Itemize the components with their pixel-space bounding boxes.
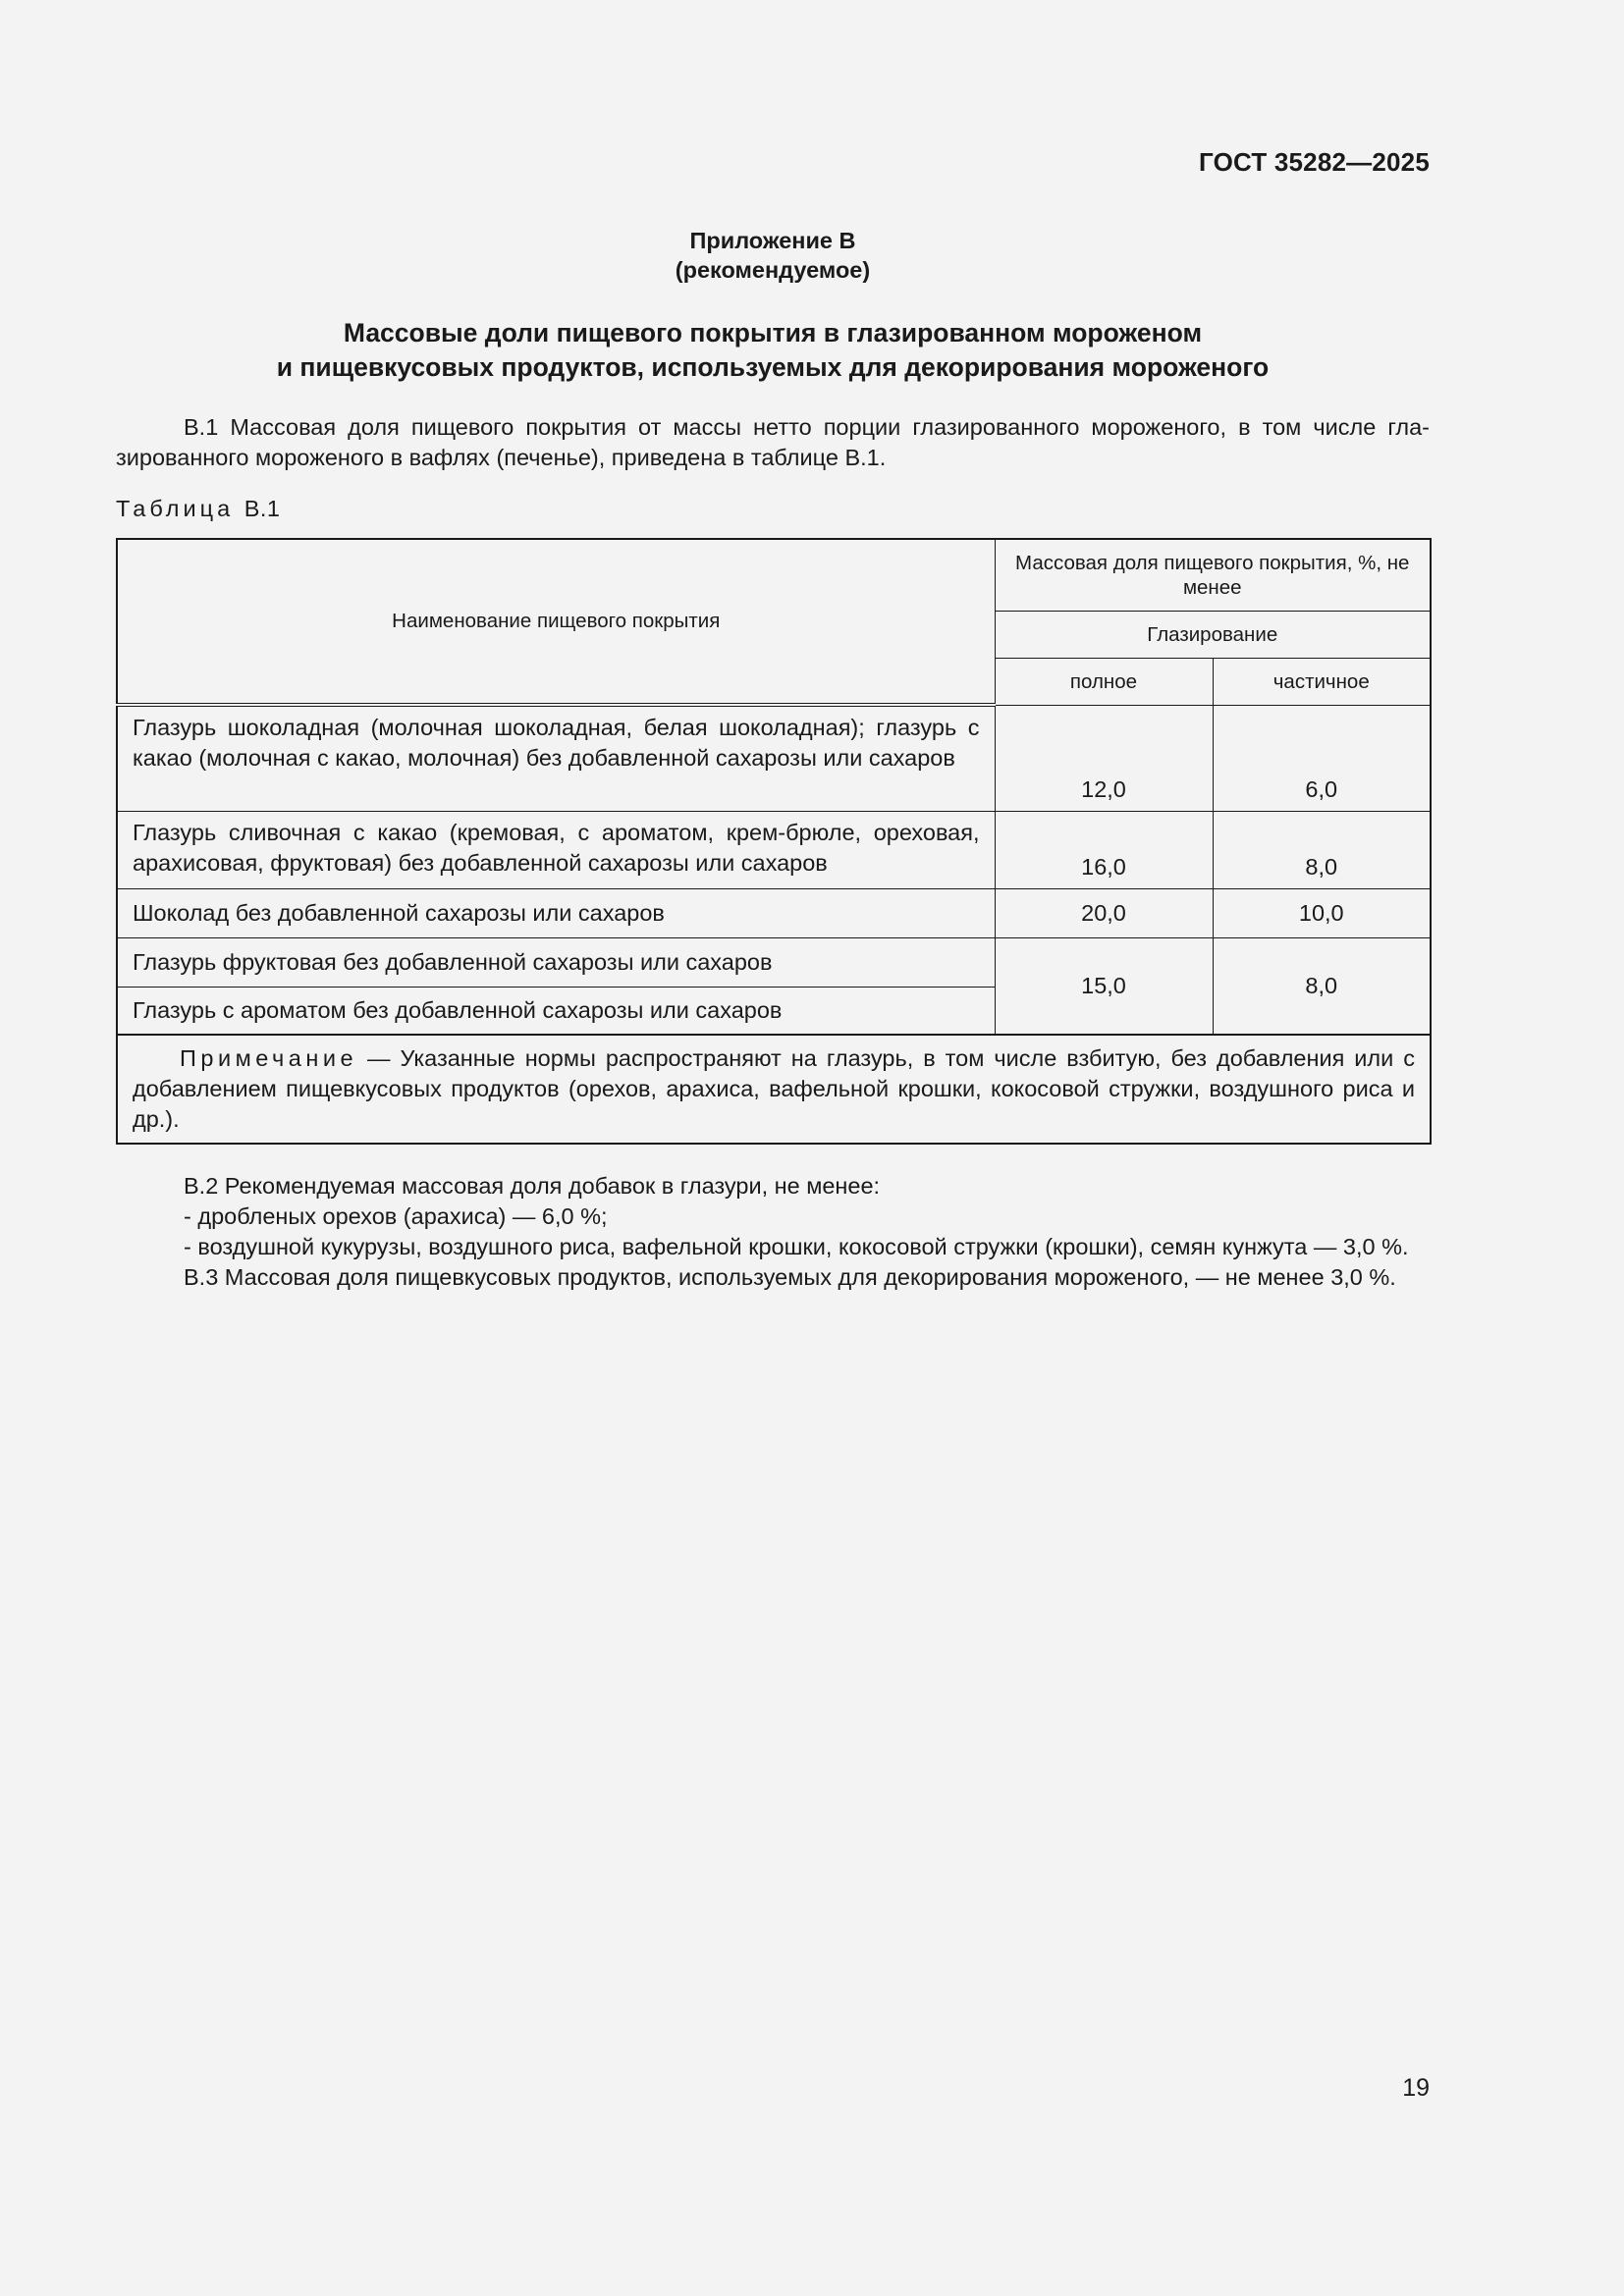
row-name: Глазурь сливочная с какао (кремовая, с ароматом, крем-брюле, ореховая, арахисовая, фруктовая) без добавленной сахарозы или сахаров: [117, 811, 995, 888]
appendix-label: Приложение В: [689, 228, 856, 253]
row-partial: 10,0: [1213, 888, 1431, 937]
note-label: Примечание: [180, 1045, 358, 1071]
appendix-title-line1: Массовые доли пищевого покрытия в глазированном мороженом: [343, 318, 1203, 347]
appendix-heading: [116, 226, 1430, 285]
table-caption-word: Таблица: [116, 496, 235, 521]
paragraph-b2-item2: - воздушной кукурузы, воздушного риса, вафельной крошки, кокосовой стружки (крошки), семян кунжута — 3,0 %.: [184, 1234, 1409, 1259]
row-name: Глазурь с ароматом без добавленной сахарозы или сахаров: [117, 987, 995, 1035]
appendix-title-line2: и пищевкусовых продуктов, используемых для декорирования мороженого: [276, 352, 1270, 382]
note-text: — Указанные нормы распространяют на глазурь, в том числе взбитую, без добавления или с добавлением пищевкусовых продуктов (орехов, арахиса, вафельной крошки, кокосовой стружки, воздушного риса и др.).: [133, 1045, 1415, 1132]
header-name-column: Наименование пищевого покрытия: [117, 539, 995, 705]
row-partial: 8,0: [1213, 937, 1431, 1035]
paragraph-b2: [116, 1171, 1430, 1293]
table-row: [117, 811, 1431, 888]
paragraph-b1: [116, 412, 1430, 473]
header-full: полное: [995, 658, 1213, 705]
row-partial: 8,0: [1213, 811, 1431, 888]
table-row: [117, 705, 1431, 811]
header-glazing: Глазирование: [995, 611, 1431, 658]
table-note-row: [117, 1035, 1431, 1144]
table-row: [117, 937, 1431, 987]
row-name: Глазурь фруктовая без добавленной сахарозы или сахаров: [117, 937, 995, 987]
paragraph-b2-intro: В.2 Рекомендуемая массовая доля добавок в глазури, не менее:: [184, 1173, 881, 1199]
row-full: 16,0: [995, 811, 1213, 888]
table-caption-number: В.1: [244, 496, 281, 521]
row-partial: 6,0: [1213, 705, 1431, 811]
appendix-status: (рекомендуемое): [675, 257, 871, 283]
table-caption: [116, 496, 280, 522]
paragraph-b1-text: В.1 Массовая доля пищевого покрытия от массы нетто порции глазированного мороженого, в том числе гла-зированного мороженого в вафлях (печенье), приведена в таблице В.1.: [116, 414, 1430, 470]
document-page: [116, 0, 1430, 2296]
row-name: Глазурь шоколадная (молочная шоколадная, белая шоколадная); глазурь с какао (молочная с какао, молочная) без добавленной сахарозы или сахаров: [117, 705, 995, 811]
paragraph-b3: В.3 Массовая доля пищевкусовых продуктов, используемых для декорирования мороженого, — не менее 3,0 %.: [184, 1264, 1396, 1290]
coating-table: [116, 538, 1432, 1145]
row-full: 15,0: [995, 937, 1213, 1035]
page-number: 19: [1402, 2074, 1430, 2102]
document-code: ГОСТ 35282—2025: [1199, 147, 1430, 177]
appendix-title: [116, 316, 1430, 385]
table-note: [117, 1035, 1431, 1144]
row-full: 12,0: [995, 705, 1213, 811]
paragraph-b2-item1: - дробленых орехов (арахиса) — 6,0 %;: [184, 1203, 608, 1229]
row-full: 20,0: [995, 888, 1213, 937]
header-mass-share: Массовая доля пищевого покрытия, %, не менее: [995, 539, 1431, 611]
header-partial: частичное: [1213, 658, 1431, 705]
table-row: [117, 888, 1431, 937]
row-name: Шоколад без добавленной сахарозы или сахаров: [117, 888, 995, 937]
